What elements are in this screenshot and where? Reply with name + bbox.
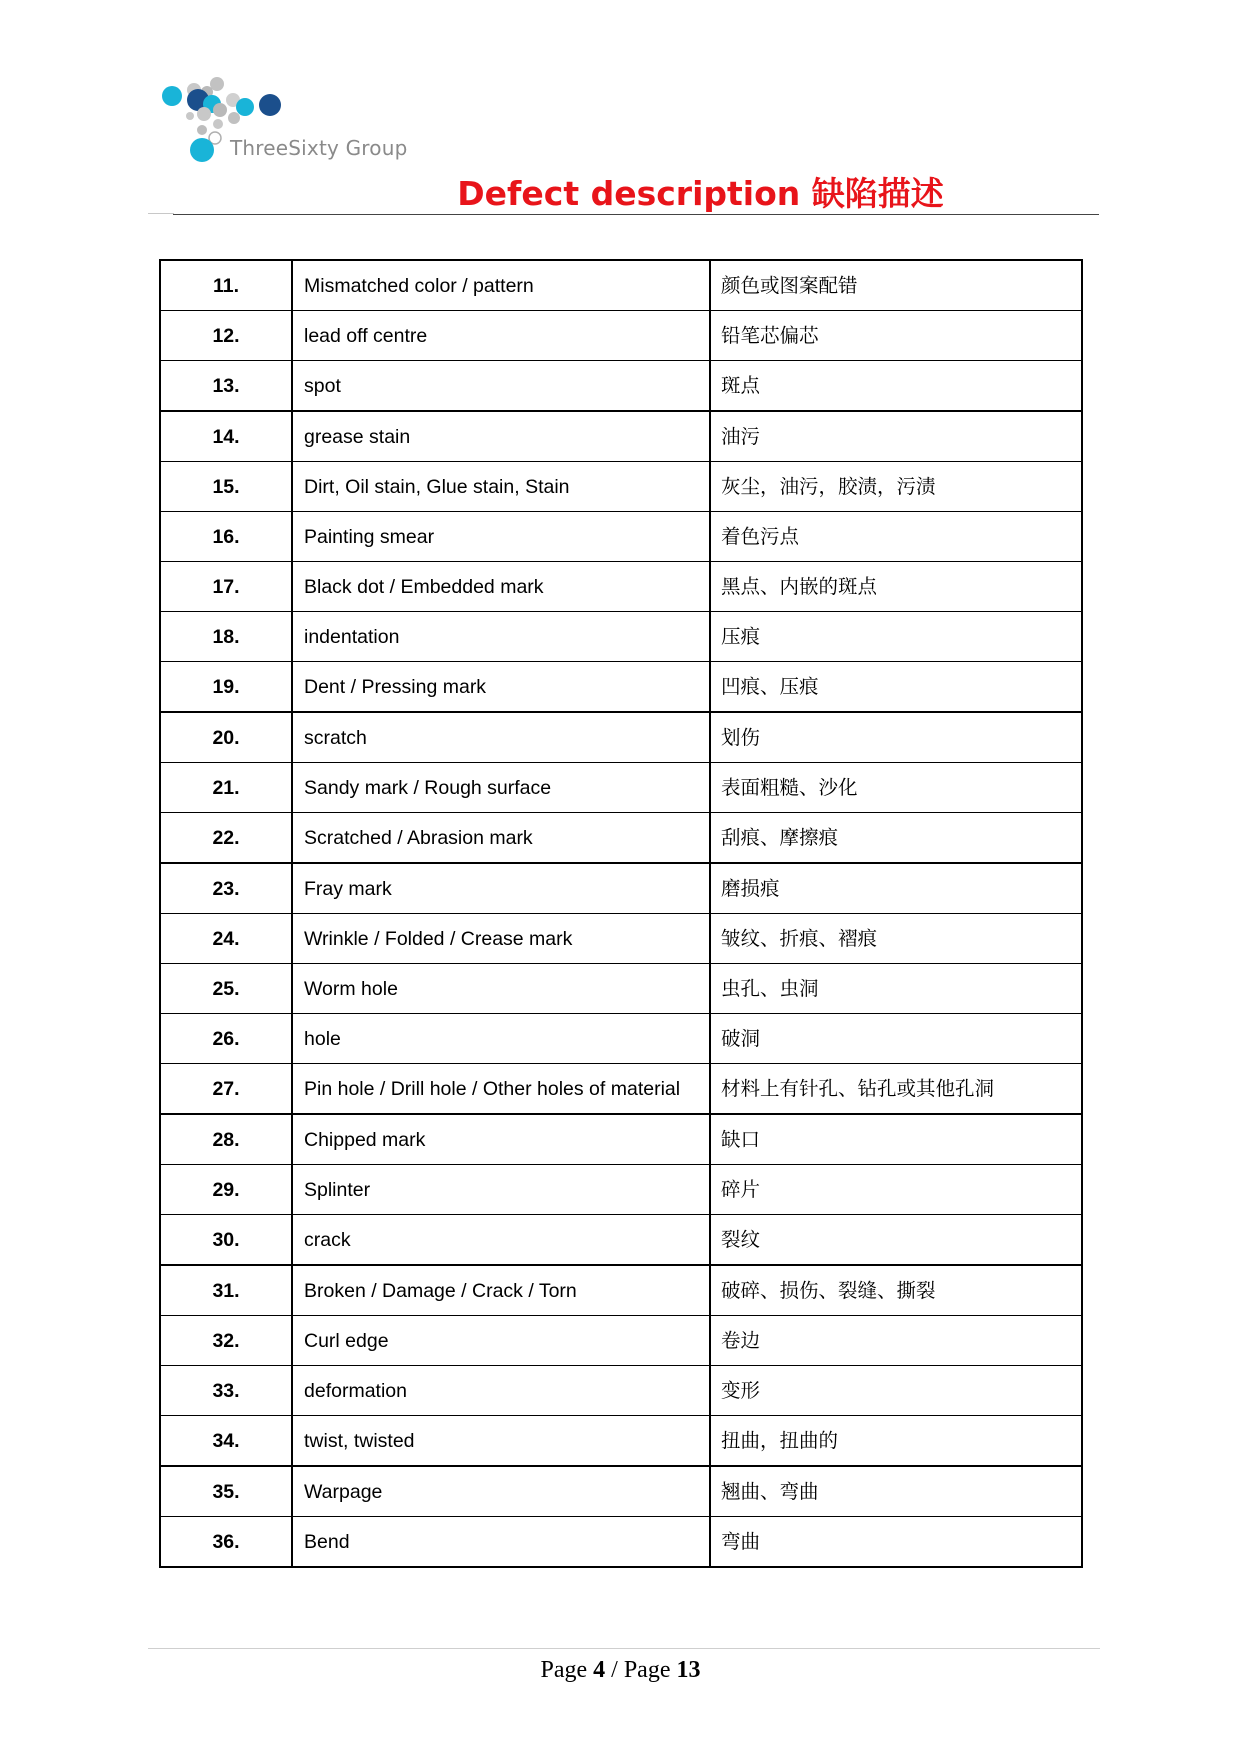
table-row xyxy=(160,1114,1082,1165)
defect-number: 19. xyxy=(160,662,292,713)
table-row xyxy=(160,863,1082,914)
defect-english: indentation xyxy=(292,612,710,662)
defect-number: 23. xyxy=(160,863,292,914)
defect-chinese: 扭曲，扭曲的 xyxy=(710,1416,1082,1467)
table-row xyxy=(160,1165,1082,1215)
table-row xyxy=(160,1416,1082,1467)
defect-english: crack xyxy=(292,1215,710,1266)
defect-chinese: 油污 xyxy=(710,411,1082,462)
defect-chinese: 破碎、损伤、裂缝、撕裂 xyxy=(710,1265,1082,1316)
defect-number: 35. xyxy=(160,1466,292,1517)
defect-chinese: 材料上有针孔、钻孔或其他孔洞 xyxy=(710,1064,1082,1115)
defect-number: 17. xyxy=(160,562,292,612)
defect-number: 22. xyxy=(160,813,292,864)
table-row xyxy=(160,260,1082,311)
table-row xyxy=(160,512,1082,562)
defect-english: Wrinkle / Folded / Crease mark xyxy=(292,914,710,964)
table-row xyxy=(160,712,1082,763)
defect-chinese: 划伤 xyxy=(710,712,1082,763)
defect-chinese: 弯曲 xyxy=(710,1517,1082,1568)
table-row xyxy=(160,1466,1082,1517)
table-row xyxy=(160,813,1082,864)
defect-english: spot xyxy=(292,361,710,412)
defect-number: 15. xyxy=(160,462,292,512)
defect-number: 20. xyxy=(160,712,292,763)
footer-divider xyxy=(148,1648,1100,1649)
footer-separator: / xyxy=(611,1657,618,1683)
defect-chinese: 压痕 xyxy=(710,612,1082,662)
defect-chinese: 翘曲、弯曲 xyxy=(710,1466,1082,1517)
defect-english: Warpage xyxy=(292,1466,710,1517)
header-divider xyxy=(173,214,1099,215)
page-title: Defect description 缺陷描述 xyxy=(457,174,944,213)
defect-english: Scratched / Abrasion mark xyxy=(292,813,710,864)
defect-number: 12. xyxy=(160,311,292,361)
defect-number: 36. xyxy=(160,1517,292,1568)
company-name: ThreeSixty Group xyxy=(230,136,408,160)
defect-number: 21. xyxy=(160,763,292,813)
defect-chinese: 黑点、内嵌的斑点 xyxy=(710,562,1082,612)
defect-english: Dent / Pressing mark xyxy=(292,662,710,713)
defect-chinese: 铅笔芯偏芯 xyxy=(710,311,1082,361)
defect-number: 30. xyxy=(160,1215,292,1266)
page-footer xyxy=(0,1657,1241,1684)
defect-chinese: 磨损痕 xyxy=(710,863,1082,914)
defect-number: 32. xyxy=(160,1316,292,1366)
table-row xyxy=(160,612,1082,662)
defect-english: Chipped mark xyxy=(292,1114,710,1165)
defect-chinese: 斑点 xyxy=(710,361,1082,412)
table-row xyxy=(160,1316,1082,1366)
defect-english: Sandy mark / Rough surface xyxy=(292,763,710,813)
defect-number: 28. xyxy=(160,1114,292,1165)
table-row xyxy=(160,1014,1082,1064)
table-row xyxy=(160,964,1082,1014)
defect-number: 27. xyxy=(160,1064,292,1115)
table-row xyxy=(160,1517,1082,1568)
defect-chinese: 缺口 xyxy=(710,1114,1082,1165)
defect-english: scratch xyxy=(292,712,710,763)
defect-english: Black dot / Embedded mark xyxy=(292,562,710,612)
defect-english: Mismatched color / pattern xyxy=(292,260,710,311)
table-row xyxy=(160,311,1082,361)
header-divider-left xyxy=(148,213,174,214)
defect-english: Painting smear xyxy=(292,512,710,562)
defect-english: grease stain xyxy=(292,411,710,462)
defect-english: Dirt, Oil stain, Glue stain, Stain xyxy=(292,462,710,512)
defect-english: deformation xyxy=(292,1366,710,1416)
defect-number: 29. xyxy=(160,1165,292,1215)
defect-number: 25. xyxy=(160,964,292,1014)
defect-chinese: 表面粗糙、沙化 xyxy=(710,763,1082,813)
footer-page-word: Page xyxy=(540,1657,588,1683)
company-logo xyxy=(150,70,420,170)
table-row xyxy=(160,411,1082,462)
defect-english: Worm hole xyxy=(292,964,710,1014)
defect-chinese: 凹痕、压痕 xyxy=(710,662,1082,713)
defect-number: 24. xyxy=(160,914,292,964)
defect-chinese: 裂纹 xyxy=(710,1215,1082,1266)
defect-chinese: 碎片 xyxy=(710,1165,1082,1215)
defect-chinese: 刮痕、摩擦痕 xyxy=(710,813,1082,864)
table-row xyxy=(160,562,1082,612)
table-row xyxy=(160,1366,1082,1416)
defect-number: 11. xyxy=(160,260,292,311)
defect-english: Splinter xyxy=(292,1165,710,1215)
defect-number: 18. xyxy=(160,612,292,662)
defect-english: lead off centre xyxy=(292,311,710,361)
defect-chinese: 变形 xyxy=(710,1366,1082,1416)
defect-number: 31. xyxy=(160,1265,292,1316)
table-row xyxy=(160,914,1082,964)
defect-number: 34. xyxy=(160,1416,292,1467)
defect-english: Broken / Damage / Crack / Torn xyxy=(292,1265,710,1316)
defect-chinese: 皱纹、折痕、褶痕 xyxy=(710,914,1082,964)
defect-number: 13. xyxy=(160,361,292,412)
footer-page-word-2: Page xyxy=(623,1657,671,1683)
footer-total-pages: 13 xyxy=(676,1657,701,1683)
footer-current-page: 4 xyxy=(593,1657,606,1683)
defect-chinese: 灰尘，油污，胶渍，污渍 xyxy=(710,462,1082,512)
defect-number: 33. xyxy=(160,1366,292,1416)
defect-chinese: 卷边 xyxy=(710,1316,1082,1366)
defect-chinese: 破洞 xyxy=(710,1014,1082,1064)
defect-english: Curl edge xyxy=(292,1316,710,1366)
table-row xyxy=(160,662,1082,713)
table-row xyxy=(160,1215,1082,1266)
defect-chinese: 着色污点 xyxy=(710,512,1082,562)
defect-english: Bend xyxy=(292,1517,710,1568)
defect-number: 14. xyxy=(160,411,292,462)
table-row xyxy=(160,462,1082,512)
table-row xyxy=(160,361,1082,412)
defect-table xyxy=(159,259,1083,1568)
defect-number: 16. xyxy=(160,512,292,562)
table-row xyxy=(160,1064,1082,1115)
defect-number: 26. xyxy=(160,1014,292,1064)
defect-english: twist, twisted xyxy=(292,1416,710,1467)
defect-english: Fray mark xyxy=(292,863,710,914)
defect-chinese: 虫孔、虫洞 xyxy=(710,964,1082,1014)
table-row xyxy=(160,1265,1082,1316)
table-row xyxy=(160,763,1082,813)
defect-english: hole xyxy=(292,1014,710,1064)
defect-chinese: 颜色或图案配错 xyxy=(710,260,1082,311)
defect-english: Pin hole / Drill hole / Other holes of material xyxy=(292,1064,710,1115)
